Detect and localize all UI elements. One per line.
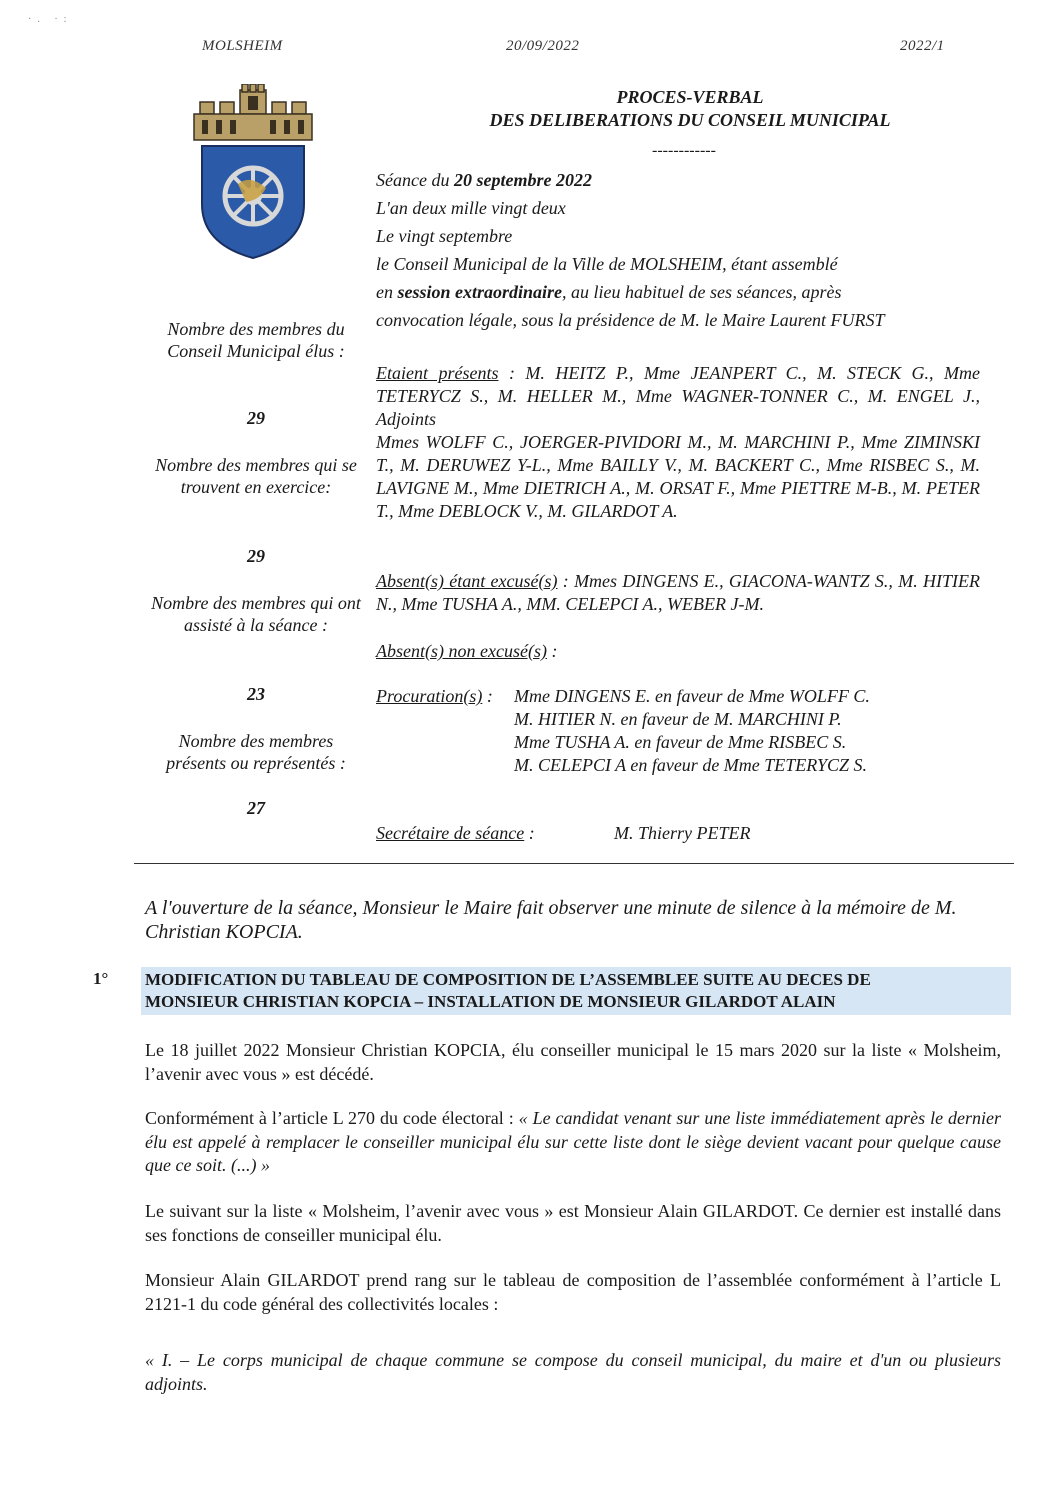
section-paragraph-1: Le 18 juillet 2022 Monsieur Christian KOPCIA, élu conseiller municipal le 15 mars 2020 sur la liste « Molsheim, l’avenir avec vous » est décédé. (145, 1040, 1001, 1084)
section-paragraph-2 (145, 1107, 1001, 1178)
header-city: MOLSHEIM (202, 38, 283, 54)
stat-elus-value: 29 (247, 408, 265, 428)
section-divider (134, 863, 1014, 864)
non-excuses-text: : (546, 641, 558, 661)
secretaire-name: M. Thierry PETER (614, 823, 751, 843)
seance-line-5-prefix: en (376, 282, 398, 302)
excuses-label: Absent(s) étant excusé(s) (376, 571, 558, 591)
section-paragraph-3: Le suivant sur la liste « Molsheim, l’avenir avec vous » est Monsieur Alain GILARDOT. Ce dernier est installé dans ses fonctions de conseiller municipal élu. (145, 1201, 1001, 1245)
stat-elus-label: Nombre des membres du Conseil Municipal élus : (167, 319, 345, 361)
procuration-item: M. HITIER N. en faveur de M. MARCHINI P. (514, 709, 842, 729)
title-separator: ------------ (652, 142, 716, 159)
procurations-heading (376, 686, 493, 707)
presents-text: : M. HEITZ P., Mme JEANPERT C., M. STECK G., Mme TETERYCZ S., M. HELLER M., Mme WAGNER-TONNER C., M. ENGEL J., Adjoints (376, 363, 981, 429)
procurations-sep: : (482, 686, 493, 706)
opening-paragraph: A l'ouverture de la séance, Monsieur le Maire fait observer une minute de silence à la mémoire de M. Christian KOPCIA. (145, 897, 957, 943)
seance-date-line (376, 166, 592, 194)
stat-presents-value: 27 (247, 798, 265, 818)
section-paragraph-2-quote: « Le candidat venant sur une liste immédiatement après le dernier élu est appelé à remplacer le conseiller municipal élu sur cette liste dont le siège devient vacant pour quelque cause que ce soit. (...) » (145, 1108, 1002, 1175)
stat-assiste-value: 23 (247, 684, 265, 704)
seance-line-4: le Conseil Municipal de la Ville de MOLSHEIM, étant assemblé (376, 254, 838, 274)
procuration-item: Mme TUSHA A. en faveur de Mme RISBEC S. (514, 732, 847, 752)
seance-session-type: session extraordinaire (397, 282, 563, 302)
section-paragraph-5: « I. – Le corps municipal de chaque commune se compose du conseil municipal, du maire et d'un ou plusieurs adjoints. (145, 1350, 1001, 1394)
presents-label: Etaient présents (376, 363, 499, 383)
secretaire-label: Secrétaire de séance (376, 823, 525, 843)
stat-presents-label: Nombre des membres présents ou représentés : (166, 731, 346, 773)
non-excuses-paragraph (376, 640, 980, 663)
excuses-paragraph (376, 570, 980, 616)
secretaire-sep: : (524, 823, 535, 843)
stat-assiste-label: Nombre des membres qui ont assisté à la séance : (151, 593, 361, 635)
header-date: 20/09/2022 (506, 38, 580, 54)
coat-of-arms-icon (190, 84, 316, 260)
seance-line-5 (376, 278, 841, 306)
procuration-item: Mme DINGENS E. en faveur de Mme WOLFF C. (514, 686, 870, 706)
seance-date: 20 septembre 2022 (453, 170, 592, 190)
section-title-line-1: MODIFICATION DU TABLEAU DE COMPOSITION DE L’ASSEMBLEE SUITE AU DECES DE (145, 970, 871, 989)
seance-line-3: Le vingt septembre (376, 226, 513, 246)
stat-exercice-value: 29 (247, 546, 265, 566)
non-excuses-label: Absent(s) non excusé(s) (376, 641, 547, 661)
presents-paragraph (376, 362, 980, 431)
procurations-label: Procuration(s) (376, 686, 483, 706)
procuration-item: M. CELEPCI A en faveur de Mme TETERYCZ S. (514, 755, 867, 775)
seance-line-5-suffix: , au lieu habituel de ses séances, après (562, 282, 842, 302)
document-subtitle: DES DELIBERATIONS DU CONSEIL MUNICIPAL (489, 110, 891, 130)
section-title (145, 969, 1005, 1013)
section-paragraph-4: Monsieur Alain GILARDOT prend rang sur le tableau de composition de l’assemblée conformément à l’article L 2121-1 du code général des collectivités locales : (145, 1270, 1001, 1314)
section-paragraph-2-prefix: Conformément à l’article L 270 du code électoral : (145, 1108, 519, 1128)
secretaire-heading (376, 823, 535, 844)
seance-prefix: Séance du (376, 170, 454, 190)
seance-line-6: convocation légale, sous la présidence de M. le Maire Laurent FURST (376, 310, 885, 330)
seance-line-2: L'an deux mille vingt deux (376, 198, 566, 218)
document-title: PROCES-VERBAL (616, 87, 764, 107)
presents-paragraph-2: Mmes WOLFF C., JOERGER-PIVIDORI M., M. MARCHINI P., Mme ZIMINSKI T., M. DERUWEZ Y-L., Mme BAILLY V., M. BACKERT C., Mme RISBEC S., M. LAVIGNE M., Mme DIETRICH A., M. ORSAT F., Mme PIETTRE M-B., M. PETER T., Mme DEBLOCK V., M. GILARDOT A. (376, 432, 980, 521)
section-title-line-2: MONSIEUR CHRISTIAN KOPCIA – INSTALLATION DE MONSIEUR GILARDOT ALAIN (145, 992, 836, 1011)
header-ref: 2022/1 (900, 38, 945, 54)
stat-exercice-label: Nombre des membres qui se trouvent en exercice: (155, 455, 357, 497)
scan-specks: ·. ·: (28, 14, 73, 25)
section-number: 1° (93, 969, 109, 988)
excuses-text: : Mmes DINGENS E., GIACONA-WANTZ S., M. HITIER N., Mme TUSHA A., MM. CELEPCI A., WEBER J-M. (376, 571, 980, 614)
